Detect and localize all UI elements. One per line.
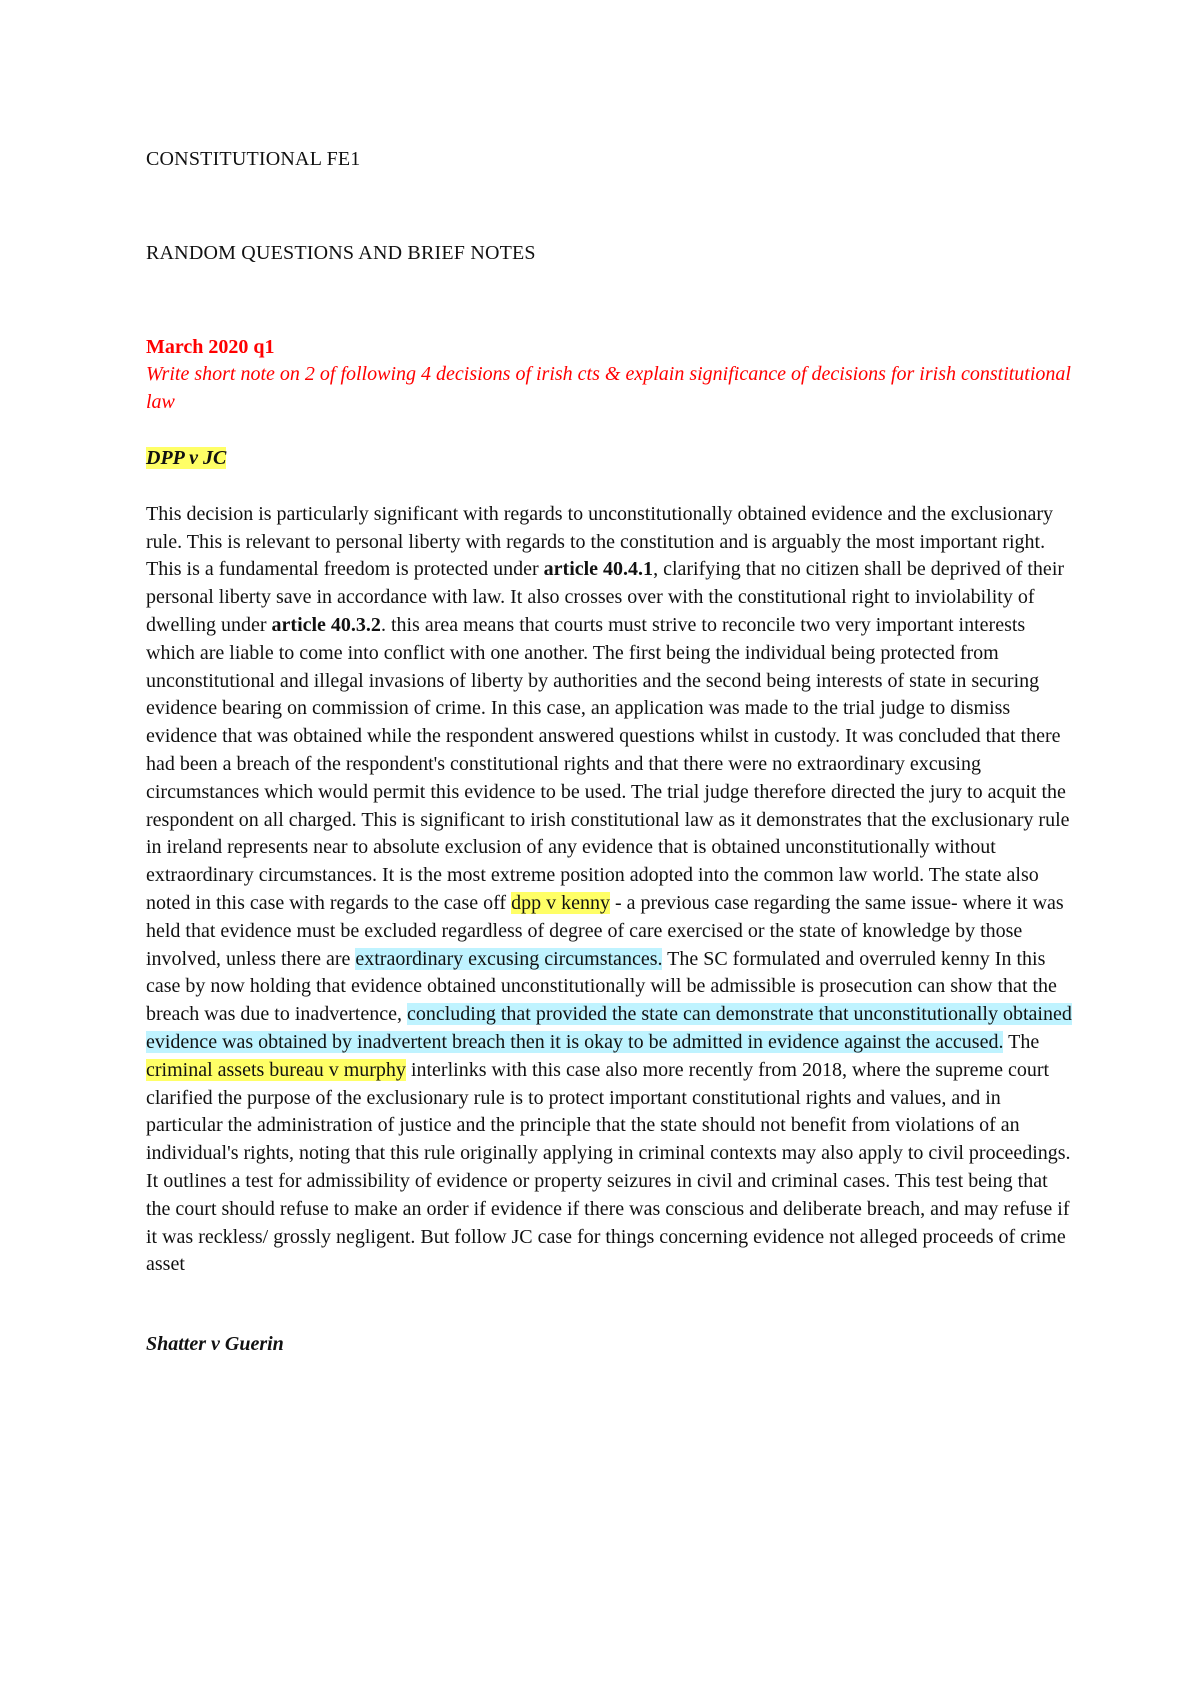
body-text: The SC formulated and overruled kenny In this case by now holding that evidence obtained unconstitutionally will be admissible is prosecution can show that the breach was due to inadvertence, [146, 947, 1057, 1026]
document-title: CONSTITUTIONAL FE1 [146, 148, 361, 170]
body-text: The [1003, 1030, 1040, 1053]
highlight-passage: concluding that provided the state can demonstrate that unconstitutionally obtained evidence was obtained by inadvertent breach then it is okay to be admitted in evidence against the accused. [146, 1003, 1072, 1053]
body-text: - a previous case regarding the same issue- where it was held that evidence must be excluded regardless of degree of care exercised or the state of knowledge by those involved, unless there are [146, 891, 1064, 970]
highlight-passage: extraordinary excusing circumstances. [355, 947, 663, 970]
document-subtitle: RANDOM QUESTIONS AND BRIEF NOTES [146, 241, 536, 264]
article-reference: article 40.3.2 [271, 613, 381, 636]
case-heading-dpp-v-jc [146, 445, 1076, 473]
article-reference: article 40.4.1 [543, 558, 654, 581]
case-heading-label: DPP v JC [146, 446, 227, 469]
highlight-case-reference: criminal assets bureau v murphy [146, 1058, 406, 1081]
case-body-paragraph [146, 501, 1076, 1279]
case-heading-shatter-v-guerin: Shatter v Guerin [146, 1333, 284, 1356]
question-text: Write short note on 2 of following 4 decisions of irish cts & explain significance of decisions for irish constitutional law [146, 363, 1071, 414]
body-text: , clarifying that no citizen shall be deprived of their personal liberty save in accordance with law. It also crosses over with the constitutional right to inviolability of dwelling under [146, 558, 1065, 636]
body-text: This decision is particularly significant with regards to unconstitutionally obtained evidence and the exclusionary rule. This is relevant to personal liberty with regards to the constitution and is arguably the most important right. This is a fundamental freedom is protected under [146, 502, 1053, 581]
body-text: . this area means that courts must strive to reconcile two very important interests which are liable to come into conflict with one another. The first being the individual being protected from unconstitutional and illegal invasions of liberty by authorities and the second being interests of state in securing evidence bearing on commission of crime. In this case, an application was made to the trial judge to dismiss evidence that was obtained while the respondent answered questions whilst in custody. It was concluded that there had been a breach of the respondent's constitutional rights and that there were no extraordinary excusing circumstances which would permit this evidence to be used. The trial judge therefore directed the jury to acquit the respondent on all charged. This is significant to irish constitutional law as it demonstrates that the exclusionary rule in ireland represents near to absolute exclusion of any evidence that is obtained unconstitutionally without extraordinary circumstances. It is the most extreme position adopted into the common law world. The state also noted in this case with regards to the case off [146, 613, 1070, 914]
question-heading: March 2020 q1 [146, 335, 275, 358]
document-content [146, 146, 1076, 1359]
highlight-case-reference: dpp v kenny [511, 891, 610, 914]
body-text: interlinks with this case also more recently from 2018, where the supreme court clarified the purpose of the exclusionary rule is to protect important constitutional rights and values, and in particular the administration of justice and the principle that the state should not benefit from violations of an individual's rights, noting that this rule originally applying in criminal contexts may also apply to civil proceedings. It outlines a test for admissibility of evidence or property seizures in civil and criminal cases. This test being that the court should refuse to make an order if evidence if there was conscious and deliberate breach, and may refuse if it was reckless/ grossly negligent. But follow JC case for things concerning evidence not alleged proceeds of crime asset [146, 1058, 1071, 1276]
